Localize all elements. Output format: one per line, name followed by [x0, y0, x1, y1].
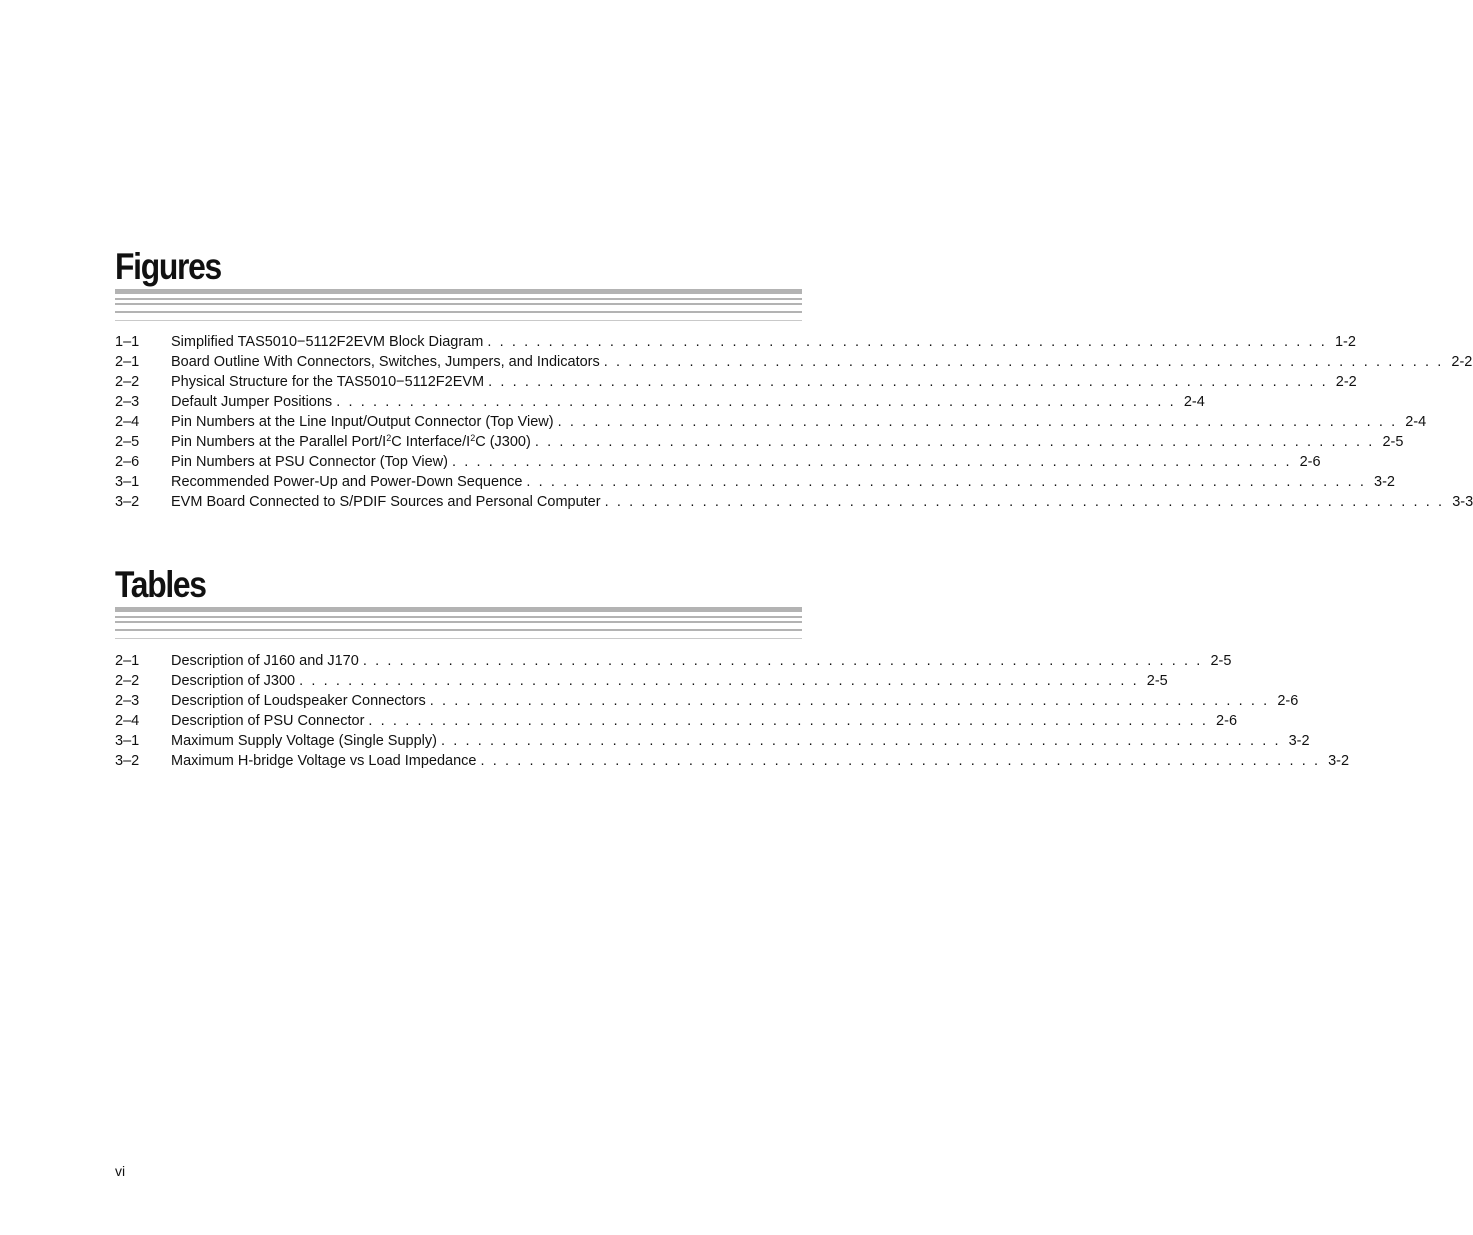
rule-bar [115, 616, 802, 618]
toc-entry-title-part: C Interface/I [391, 434, 471, 450]
toc-entry-title-part: C (J300) [475, 434, 531, 450]
toc-entry-title: Maximum H-bridge Voltage vs Load Impedance [171, 753, 477, 769]
dot-leader: . . . . . . . . . . . . . . . . . . . . . . . . . . . . . . . . . . . . . . . . . . . . . . . . . . . . . . . . . . . . . . . . . . . . . [526, 474, 1367, 490]
toc-entry-number: 3–2 [115, 494, 140, 510]
tables-list [115, 651, 1350, 771]
toc-entry[interactable] [115, 452, 1321, 472]
dot-leader: . . . . . . . . . . . . . . . . . . . . . . . . . . . . . . . . . . . . . . . . . . . . . . . . . . . . . . . . . . . . . . . . . . . . . [362, 653, 1203, 669]
toc-entry-page: 2-4 [1183, 394, 1205, 410]
tables-list-divider [115, 638, 802, 639]
rule-bar [115, 298, 802, 300]
dot-leader: . . . . . . . . . . . . . . . . . . . . . . . . . . . . . . . . . . . . . . . . . . . . . . . . . . . . . . . . . . . . . . . . . . . . . [603, 354, 1444, 370]
tables-heading-rule [115, 607, 802, 637]
toc-entry-page: 1-2 [1334, 334, 1356, 350]
toc-entry[interactable] [115, 651, 1232, 671]
page-number: vi [115, 1163, 126, 1179]
toc-entry[interactable] [115, 332, 1356, 352]
figures-heading: Figures [115, 246, 221, 287]
dot-leader: . . . . . . . . . . . . . . . . . . . . . . . . . . . . . . . . . . . . . . . . . . . . . . . . . . . . . . . . . . . . . . . . . . . . . [480, 753, 1321, 769]
rule-bar [115, 629, 802, 631]
toc-entry-title: Default Jumper Positions [171, 394, 333, 410]
toc-entry[interactable] [115, 352, 1473, 372]
toc-entry-page: 2-2 [1335, 374, 1357, 390]
toc-entry-number: 2–2 [115, 374, 140, 390]
dot-leader: . . . . . . . . . . . . . . . . . . . . . . . . . . . . . . . . . . . . . . . . . . . . . . . . . . . . . . . . . . . . . . . . . . . . . [604, 494, 1445, 510]
toc-entry-page: 2-6 [1216, 713, 1238, 729]
rule-bar [115, 607, 802, 612]
dot-leader: . . . . . . . . . . . . . . . . . . . . . . . . . . . . . . . . . . . . . . . . . . . . . . . . . . . . . . . . . . . . . . . . . . . . . [336, 394, 1176, 410]
figures-heading-rule [115, 289, 802, 319]
toc-entry-number: 2–3 [115, 394, 140, 410]
figures-list-divider [115, 320, 802, 321]
toc-entry-title-part: Pin Numbers at the Parallel Port/I [171, 434, 387, 450]
toc-entry-number: 3–1 [115, 474, 140, 490]
dot-leader: . . . . . . . . . . . . . . . . . . . . . . . . . . . . . . . . . . . . . . . . . . . . . . . . . . . . . . . . . . . . . . . . . . . . . [440, 733, 1281, 749]
toc-entry[interactable] [115, 691, 1299, 711]
toc-entry[interactable] [115, 432, 1404, 452]
toc-entry-number: 1–1 [115, 334, 140, 350]
toc-entry-title: EVM Board Connected to S/PDIF Sources and Personal Computer [171, 494, 601, 510]
toc-entry[interactable] [115, 392, 1205, 412]
superscript: 2 [470, 433, 476, 443]
toc-entry-number: 3–2 [115, 753, 140, 769]
toc-entry[interactable] [115, 412, 1427, 432]
figures-list [115, 332, 1473, 512]
toc-entry-title: Maximum Supply Voltage (Single Supply) [171, 733, 437, 749]
toc-entry-title: Recommended Power-Up and Power-Down Sequence [171, 474, 523, 490]
rule-bar [115, 621, 802, 623]
toc-entry-number: 2–4 [115, 414, 140, 430]
dot-leader: . . . . . . . . . . . . . . . . . . . . . . . . . . . . . . . . . . . . . . . . . . . . . . . . . . . . . . . . . . . . . . . . . . . . . [368, 713, 1209, 729]
toc-entry-title: Description of Loudspeaker Connectors [171, 693, 426, 709]
toc-entry-page: 2-5 [1146, 673, 1168, 689]
toc-entry-page: 3-2 [1374, 474, 1395, 490]
toc-entry-page: 2-6 [1299, 454, 1321, 470]
toc-entry-title: Simplified TAS5010−5112F2EVM Block Diagram [171, 334, 484, 350]
toc-entry-title: Description of J300 [171, 673, 296, 689]
rule-bar [115, 289, 802, 294]
toc-entry-number: 2–5 [115, 434, 140, 450]
dot-leader: . . . . . . . . . . . . . . . . . . . . . . . . . . . . . . . . . . . . . . . . . . . . . . . . . . . . . . . . . . . . . . . . . . . . . [534, 434, 1375, 450]
toc-entry-number: 2–4 [115, 713, 140, 729]
toc-entry[interactable] [115, 492, 1473, 512]
toc-entry-number: 2–1 [115, 354, 140, 370]
dot-leader: . . . . . . . . . . . . . . . . . . . . . . . . . . . . . . . . . . . . . . . . . . . . . . . . . . . . . . . . . . . . . . . . . . . . . [429, 693, 1270, 709]
toc-entry-page: 3-3 [1452, 494, 1473, 510]
toc-entry-title: Pin Numbers at the Line Input/Output Connector (Top View) [171, 414, 554, 430]
dot-leader: . . . . . . . . . . . . . . . . . . . . . . . . . . . . . . . . . . . . . . . . . . . . . . . . . . . . . . . . . . . . . . . . . . . . . [557, 414, 1398, 430]
tables-heading: Tables [115, 564, 206, 605]
toc-entry-page: 2-2 [1451, 354, 1473, 370]
toc-entry-page: 3-2 [1288, 733, 1310, 749]
toc-entry[interactable] [115, 731, 1310, 751]
toc-entry[interactable] [115, 372, 1357, 392]
toc-entry-page: 2-6 [1277, 693, 1299, 709]
toc-entry-title: Description of J160 and J170 [171, 653, 359, 669]
dot-leader: . . . . . . . . . . . . . . . . . . . . . . . . . . . . . . . . . . . . . . . . . . . . . . . . . . . . . . . . . . . . . . . . . . . . . [451, 454, 1292, 470]
toc-entry-page: 2-4 [1405, 414, 1427, 430]
toc-entry-title: Description of PSU Connector [171, 713, 365, 729]
toc-entry-title [171, 432, 535, 452]
toc-entry-title: Pin Numbers at PSU Connector (Top View) [171, 454, 448, 470]
toc-entry[interactable] [115, 751, 1350, 771]
superscript: 2 [386, 433, 392, 443]
toc-entry-page: 2-5 [1210, 653, 1232, 669]
rule-bar [115, 311, 802, 313]
dot-leader: . . . . . . . . . . . . . . . . . . . . . . . . . . . . . . . . . . . . . . . . . . . . . . . . . . . . . . . . . . . . . . . . . . . . . [487, 334, 1327, 350]
toc-entry[interactable] [115, 472, 1395, 492]
toc-entry-number: 2–1 [115, 653, 140, 669]
toc-entry-page: 3-2 [1328, 753, 1350, 769]
rule-bar [115, 303, 802, 305]
toc-entry-title: Board Outline With Connectors, Switches, Jumpers, and Indicators [171, 354, 600, 370]
toc-entry-number: 3–1 [115, 733, 140, 749]
toc-entry-number: 2–2 [115, 673, 140, 689]
dot-leader: . . . . . . . . . . . . . . . . . . . . . . . . . . . . . . . . . . . . . . . . . . . . . . . . . . . . . . . . . . . . . . . . . . . . . [488, 374, 1328, 390]
toc-entry-page: 2-5 [1382, 434, 1404, 450]
toc-entry[interactable] [115, 671, 1168, 691]
toc-entry[interactable] [115, 711, 1238, 731]
toc-entry-title: Physical Structure for the TAS5010−5112F2EVM [171, 374, 485, 390]
dot-leader: . . . . . . . . . . . . . . . . . . . . . . . . . . . . . . . . . . . . . . . . . . . . . . . . . . . . . . . . . . . . . . . . . . . . . [299, 673, 1139, 689]
toc-entry-number: 2–6 [115, 454, 140, 470]
toc-entry-number: 2–3 [115, 693, 140, 709]
